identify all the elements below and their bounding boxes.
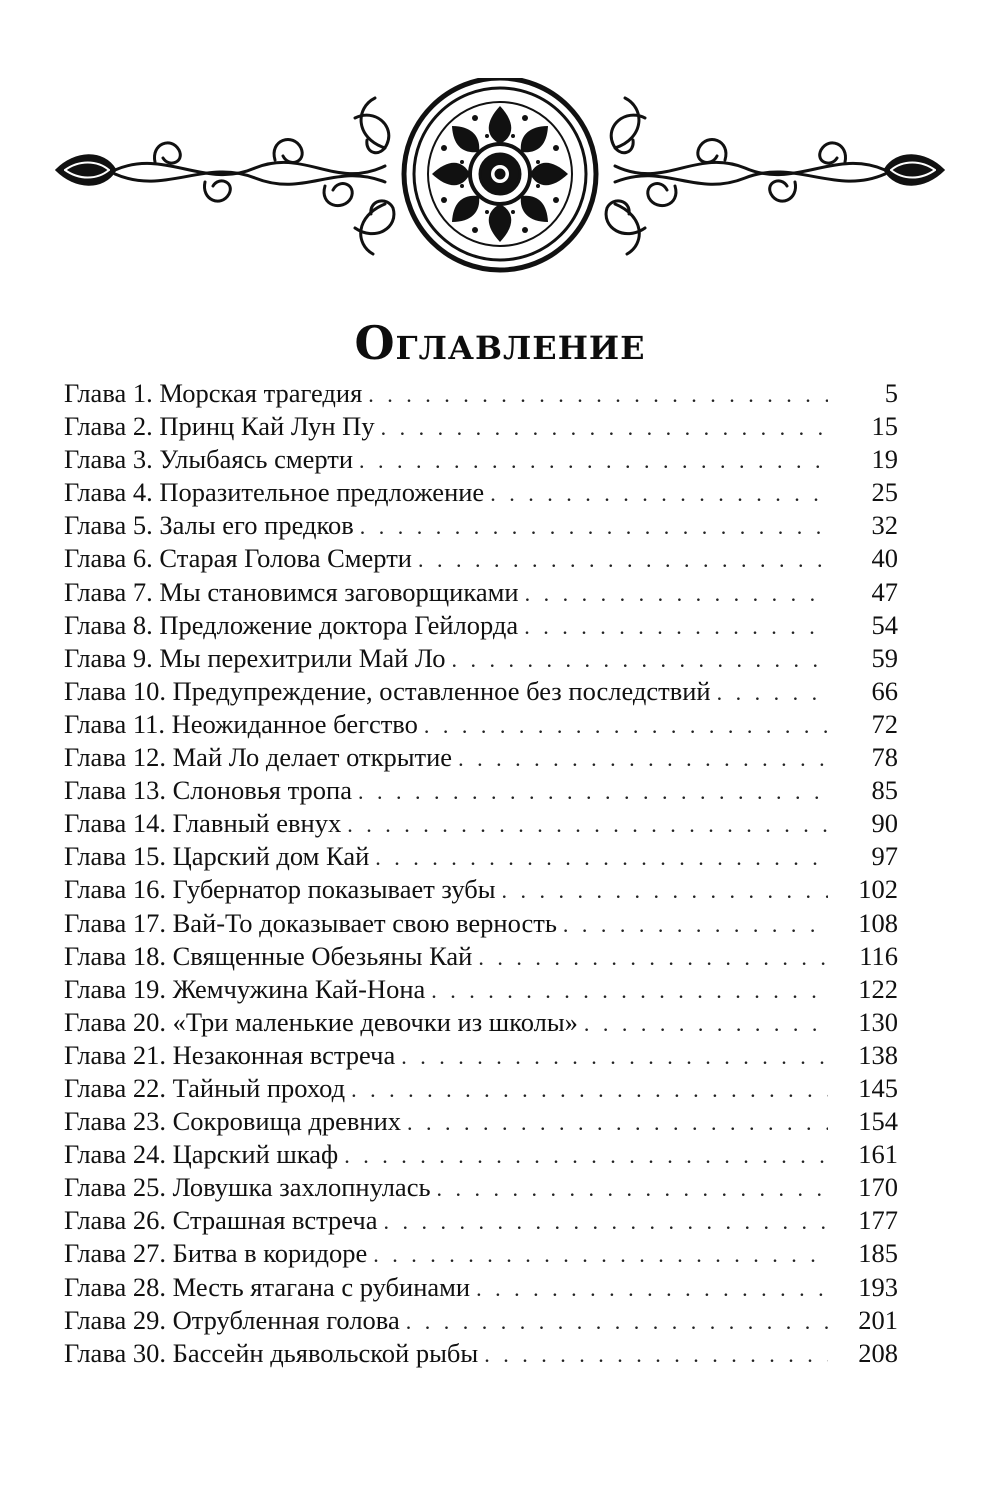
- toc-entry-label: Глава 22. Тайный проход: [64, 1072, 346, 1103]
- toc-entry: [64, 542, 898, 575]
- dot-leader: [383, 1205, 828, 1238]
- dot-leader: [373, 1238, 828, 1271]
- toc-entry-page: 66: [871, 675, 898, 706]
- toc-entry-page: 201: [858, 1304, 898, 1335]
- dot-leader: [476, 1272, 828, 1305]
- dot-leader: [359, 444, 828, 477]
- toc-entry: [64, 1072, 898, 1105]
- toc-entry-page: 138: [858, 1039, 898, 1070]
- toc-entry-page: 90: [871, 808, 898, 839]
- toc-entry-page: 208: [858, 1337, 898, 1368]
- toc-entry: [64, 1006, 898, 1039]
- toc-entry: [64, 576, 898, 609]
- toc-entry: [64, 807, 898, 840]
- toc-entry: [64, 410, 898, 443]
- dot-leader: [563, 908, 828, 941]
- dot-leader: [437, 1172, 828, 1205]
- toc-entry-page: 54: [871, 609, 898, 640]
- toc-entry-page: 97: [871, 841, 898, 872]
- toc-entry-page: 59: [871, 642, 898, 673]
- toc-entry-page: 122: [858, 973, 898, 1004]
- dot-leader: [368, 378, 828, 411]
- toc-entry-label: Глава 17. Вай-То доказывает свою верность: [64, 907, 557, 938]
- dot-leader: [360, 510, 828, 543]
- dot-leader: [478, 941, 828, 974]
- dot-leader: [525, 577, 828, 610]
- toc-entry-page: 116: [859, 940, 898, 971]
- toc-entry: [64, 774, 898, 807]
- toc-entry: [64, 642, 898, 675]
- page-title: Оглавление: [354, 315, 646, 370]
- toc-entry-label: Глава 10. Предупреждение, оставленное без последствий: [64, 675, 711, 706]
- toc-entry-page: 15: [871, 411, 898, 442]
- toc-entry-page: 108: [858, 907, 898, 938]
- toc-entry-page: 19: [871, 444, 898, 475]
- toc-entry: [64, 1237, 898, 1270]
- toc-entry-label: Глава 11. Неожиданное бегство: [64, 708, 418, 739]
- toc-entry-page: 85: [871, 775, 898, 806]
- toc-entry-label: Глава 23. Сокровища древних: [64, 1106, 402, 1137]
- dot-leader: [451, 643, 828, 676]
- toc-entry-label: Глава 13. Слоновья тропа: [64, 775, 352, 806]
- dot-leader: [502, 874, 828, 907]
- toc-entry: [64, 741, 898, 774]
- toc-entry-page: 185: [858, 1238, 898, 1269]
- toc-entry-page: 145: [858, 1072, 898, 1103]
- dot-leader: [458, 742, 828, 775]
- toc-entry-label: Глава 14. Главный евнух: [64, 808, 342, 839]
- toc-entry: [64, 940, 898, 973]
- toc-entry-page: 5: [884, 378, 898, 408]
- toc-entry-page: 40: [871, 543, 898, 574]
- toc-entry-label: Глава 8. Предложение доктора Гейлорда: [64, 609, 519, 640]
- toc-entry: [64, 1271, 898, 1304]
- dot-leader: [490, 477, 828, 510]
- toc-entry-page: 161: [858, 1139, 898, 1170]
- toc-entry-label: Глава 18. Священные Обезьяны Кай: [64, 940, 473, 971]
- toc-entry-label: Глава 30. Бассейн дьявольской рыбы: [64, 1337, 479, 1368]
- toc-entry-label: Глава 28. Месть ятагана с рубинами: [64, 1271, 471, 1302]
- dot-leader: [358, 775, 828, 808]
- toc-entry: [64, 708, 898, 741]
- toc-entry-page: 130: [858, 1006, 898, 1037]
- toc-entry: [64, 476, 898, 509]
- toc-entry-page: 72: [871, 708, 898, 739]
- toc-entry-label: Глава 27. Битва в коридоре: [64, 1238, 368, 1269]
- toc-entry: [64, 1204, 898, 1237]
- toc-entry-page: 154: [858, 1106, 898, 1137]
- dot-leader: [344, 1139, 828, 1172]
- toc-entry: [64, 675, 898, 708]
- dot-leader: [381, 411, 828, 444]
- toc-entry-page: 102: [858, 874, 898, 905]
- toc-entry-label: Глава 26. Страшная встреча: [64, 1205, 378, 1236]
- toc-entry-label: Глава 16. Губернатор показывает зубы: [64, 874, 496, 905]
- toc-entry-label: Глава 24. Царский шкаф: [64, 1139, 339, 1170]
- toc-entry-label: Глава 12. Май Ло делает открытие: [64, 742, 453, 773]
- dot-leader: [524, 610, 828, 643]
- toc-entry-label: Глава 2. Принц Кай Лун Пу: [64, 411, 375, 442]
- toc-entry-page: 25: [871, 477, 898, 508]
- toc-entry: [64, 377, 898, 410]
- toc-entry-page: 177: [858, 1205, 898, 1236]
- toc-entry: [64, 1304, 898, 1337]
- toc-entry-page: 193: [858, 1271, 898, 1302]
- dot-leader: [584, 1007, 828, 1040]
- toc-entry-label: Глава 3. Улыбаясь смерти: [64, 444, 354, 475]
- dot-leader: [431, 974, 828, 1007]
- toc-entry: [64, 1039, 898, 1072]
- toc-entry-label: Глава 20. «Три маленькие девочки из школы»: [64, 1006, 578, 1037]
- table-of-contents: [64, 377, 898, 1370]
- toc-entry-page: 32: [871, 510, 898, 541]
- toc-entry: [64, 1138, 898, 1171]
- toc-entry-label: Глава 29. Отрубленная голова: [64, 1304, 400, 1335]
- toc-entry-page: 78: [871, 742, 898, 773]
- toc-entry-label: Глава 6. Старая Голова Смерти: [64, 543, 412, 574]
- toc-entry-label: Глава 21. Незаконная встреча: [64, 1039, 396, 1070]
- toc-entry: [64, 609, 898, 642]
- toc-entry: [64, 907, 898, 940]
- dot-leader: [418, 543, 828, 576]
- dot-leader: [375, 841, 828, 874]
- toc-entry-label: Глава 25. Ловушка захлопнулась: [64, 1172, 431, 1203]
- toc-entry: [64, 1337, 898, 1370]
- toc-entry-label: Глава 7. Мы становимся заговорщиками: [64, 576, 519, 607]
- dot-leader: [401, 1040, 828, 1073]
- toc-entry: [64, 973, 898, 1006]
- toc-entry: [64, 840, 898, 873]
- toc-entry-label: Глава 19. Жемчужина Кай-Нона: [64, 973, 426, 1004]
- toc-entry-label: Глава 4. Поразительное предложение: [64, 477, 485, 508]
- toc-entry-label: Глава 9. Мы перехитрили Май Ло: [64, 642, 446, 673]
- dot-leader: [424, 709, 828, 742]
- toc-entry-page: 47: [871, 576, 898, 607]
- toc-entry: [64, 509, 898, 542]
- dot-leader: [484, 1338, 828, 1371]
- toc-entry: [64, 873, 898, 906]
- toc-entry-label: Глава 15. Царский дом Кай: [64, 841, 370, 872]
- toc-entry: [64, 1171, 898, 1204]
- toc-entry: [64, 1105, 898, 1138]
- dot-leader: [407, 1106, 828, 1139]
- dot-leader: [351, 1073, 828, 1106]
- rosette-scroll-ornament-icon: [55, 78, 945, 278]
- toc-entry-page: 170: [858, 1172, 898, 1203]
- dot-leader: [406, 1305, 828, 1338]
- dot-leader: [347, 808, 828, 841]
- toc-entry-label: Глава 1. Морская трагедия: [64, 378, 363, 408]
- toc-entry: [64, 443, 898, 476]
- toc-entry-label: Глава 5. Залы его предков: [64, 510, 354, 541]
- dot-leader: [717, 676, 828, 709]
